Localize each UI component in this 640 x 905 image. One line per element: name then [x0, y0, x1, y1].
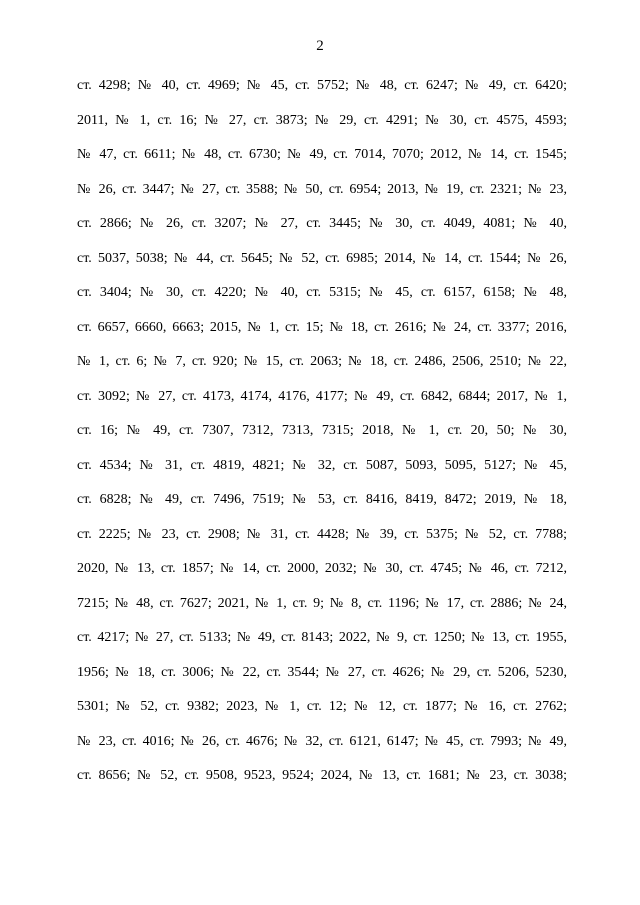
- text-line: ст. 4534; № 31, ст. 4819, 4821; № 32, ст. 5087, 5093, 5095, 5127; № 45,: [77, 457, 567, 473]
- text-line: ст. 6828; № 49, ст. 7496, 7519; № 53, ст. 8416, 8419, 8472; 2019, № 18,: [77, 492, 567, 507]
- text-line: ст. 8656; № 52, ст. 9508, 9523, 9524; 2024, № 13, ст. 1681; № 23, ст. 3038;: [77, 768, 567, 783]
- text-line: 5301; № 52, ст. 9382; 2023, № 1, ст. 12; № 12, ст. 1877; № 16, ст. 2762;: [77, 699, 567, 714]
- text-line: 7215; № 48, ст. 7627; 2021, № 1, ст. 9; № 8, ст. 1196; № 17, ст. 2886; № 24,: [77, 595, 567, 611]
- text-line: ст. 2866; № 26, ст. 3207; № 27, ст. 3445; № 30, ст. 4049, 4081; № 40,: [77, 216, 567, 231]
- citation-text-block: [77, 76, 567, 801]
- text-line: 1956; № 18, ст. 3006; № 22, ст. 3544; № 27, ст. 4626; № 29, ст. 5206, 5230,: [77, 664, 567, 680]
- text-line: 2011, № 1, ст. 16; № 27, ст. 3873; № 29, ст. 4291; № 30, ст. 4575, 4593;: [77, 112, 567, 128]
- page-number: 2: [316, 38, 324, 54]
- text-line: ст. 16; № 49, ст. 7307, 7312, 7313, 7315; 2018, № 1, ст. 20, 50; № 30,: [77, 423, 567, 438]
- text-line: ст. 3092; № 27, ст. 4173, 4174, 4176, 4177; № 49, ст. 6842, 6844; 2017, № 1,: [77, 388, 567, 404]
- text-line: ст. 4217; № 27, ст. 5133; № 49, ст. 8143; 2022, № 9, ст. 1250; № 13, ст. 1955,: [77, 630, 567, 645]
- text-line: ст. 4298; № 40, ст. 4969; № 45, ст. 5752; № 48, ст. 6247; № 49, ст. 6420;: [77, 78, 567, 93]
- text-line: № 1, ст. 6; № 7, ст. 920; № 15, ст. 2063; № 18, ст. 2486, 2506, 2510; № 22,: [77, 354, 567, 369]
- text-line: № 47, ст. 6611; № 48, ст. 6730; № 49, ст. 7014, 7070; 2012, № 14, ст. 1545;: [77, 147, 567, 162]
- text-line: ст. 6657, 6660, 6663; 2015, № 1, ст. 15; № 18, ст. 2616; № 24, ст. 3377; 2016,: [77, 319, 567, 335]
- text-line: ст. 2225; № 23, ст. 2908; № 31, ст. 4428; № 39, ст. 5375; № 52, ст. 7788;: [77, 526, 567, 542]
- text-line: ст. 5037, 5038; № 44, ст. 5645; № 52, ст. 6985; 2014, № 14, ст. 1544; № 26,: [77, 250, 567, 266]
- text-line: 2020, № 13, ст. 1857; № 14, ст. 2000, 2032; № 30, ст. 4745; № 46, ст. 7212,: [77, 561, 567, 576]
- text-line: № 26, ст. 3447; № 27, ст. 3588; № 50, ст. 6954; 2013, № 19, ст. 2321; № 23,: [77, 181, 567, 197]
- text-line: ст. 3404; № 30, ст. 4220; № 40, ст. 5315; № 45, ст. 6157, 6158; № 48,: [77, 285, 567, 300]
- text-line: № 23, ст. 4016; № 26, ст. 4676; № 32, ст. 6121, 6147; № 45, ст. 7993; № 49,: [77, 733, 567, 749]
